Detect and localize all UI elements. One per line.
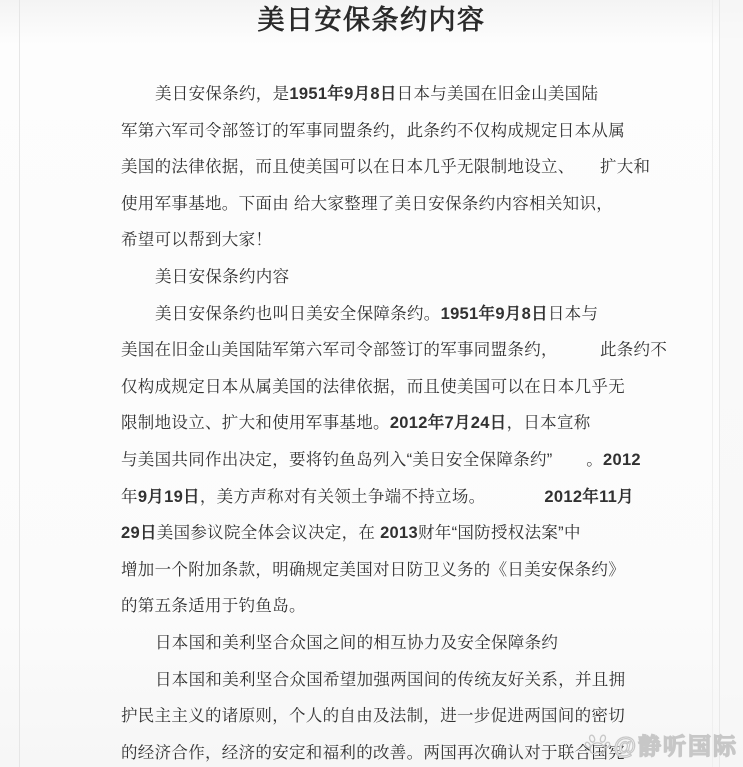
text-segment: ，日本宣称 [506, 414, 591, 433]
text-segment: ，美方声称对有关领土争端不持立场。 [199, 487, 545, 506]
text-segment: 的第五条适用于钓鱼岛。 [121, 597, 306, 616]
text-line [121, 149, 723, 186]
text-segment: 的经济合作，经济的安定和福利的改善。两国再次确认对于联合国宪 [121, 743, 625, 762]
text-segment: 美国在旧金山美国陆军第六军司令部签订的军事同盟条约， 此条约不 [121, 341, 668, 360]
text-line [121, 515, 723, 552]
bold-text-segment: 2013 [380, 524, 418, 543]
bold-text-segment: 9月19日 [137, 487, 200, 506]
text-segment: 日本国和美利坚合众国之间的相互协力及安全保障条约 [155, 633, 559, 652]
bold-text-segment: 1951年9月8日 [440, 304, 548, 323]
text-segment: 仅构成规定日本从属美国的法律依据，而且使美国可以在日本几乎无 [121, 377, 625, 396]
text-line [121, 76, 723, 113]
text-segment: 年 [121, 487, 138, 506]
text-segment: 限制地设立、扩大和使用军事基地。 [121, 414, 390, 433]
text-segment: 日本国和美利坚合众国希望加强两国间的传统友好关系，并且拥 [155, 670, 626, 689]
text-segment: 财年“国防授权法案”中 [417, 524, 581, 543]
text-segment: 希望可以帮到大家！ [121, 231, 273, 250]
left-margin-line [19, 0, 20, 767]
bold-text-segment: 2012年7月24日 [389, 414, 507, 433]
page-title: 美日安保条约内容 [257, 5, 486, 35]
text-line [121, 735, 723, 767]
bold-text-segment: 1951年9月8日 [289, 85, 397, 103]
watermark-text: @静听国际 [613, 733, 738, 759]
text-line [121, 698, 723, 735]
text-segment: 日本与美国在旧金山美国陆 [396, 85, 599, 103]
text-segment: 美日安保条约内容 [155, 267, 290, 286]
text-line [121, 479, 723, 516]
text-segment: 护民主主义的诸原则，个人的自由及法制，进一步促进两国间的密切 [121, 707, 625, 726]
bold-text-segment: 2012 [603, 450, 641, 469]
text-line [121, 588, 723, 625]
text-line [121, 332, 723, 369]
bold-text-segment: 2012年11月 [544, 487, 634, 506]
text-segment: 美日安保条约也叫日美安全保障条约。 [155, 304, 441, 323]
text-line [121, 369, 723, 406]
text-segment: 日本与 [547, 304, 599, 323]
right-edge-strip [720, 0, 743, 767]
text-segment: 美国的法律依据，而且使美国可以在日本几乎无限制地设立、 扩大和 [121, 158, 651, 177]
text-line [121, 662, 723, 699]
text-segment: 美日安保条约，是 [155, 85, 290, 103]
text-segment: 与美国共同作出决定，要将钓鱼岛列入“美日安全保障条约” 。 [121, 450, 603, 469]
text-line [121, 405, 723, 442]
text-line [121, 296, 723, 333]
text-line [121, 113, 723, 150]
text-line [121, 259, 723, 296]
text-line [121, 625, 723, 662]
text-line [121, 186, 723, 223]
text-line [121, 442, 723, 479]
text-segment: 增加一个附加条款，明确规定美国对日防卫义务的《日美安保条约》 [121, 560, 625, 579]
body-text [121, 76, 723, 767]
text-segment: 使用军事基地。下面由 给大家整理了美日安保条约内容相关知识， [121, 194, 614, 213]
text-segment: 军第六军司令部签订的军事同盟条约，此条约不仅构成规定日本从属 [121, 121, 625, 140]
bold-text-segment: 29日 [121, 524, 157, 543]
text-line [121, 222, 723, 259]
text-segment: 美国参议院全体会议决定，在 [156, 524, 381, 543]
text-line [121, 552, 723, 589]
